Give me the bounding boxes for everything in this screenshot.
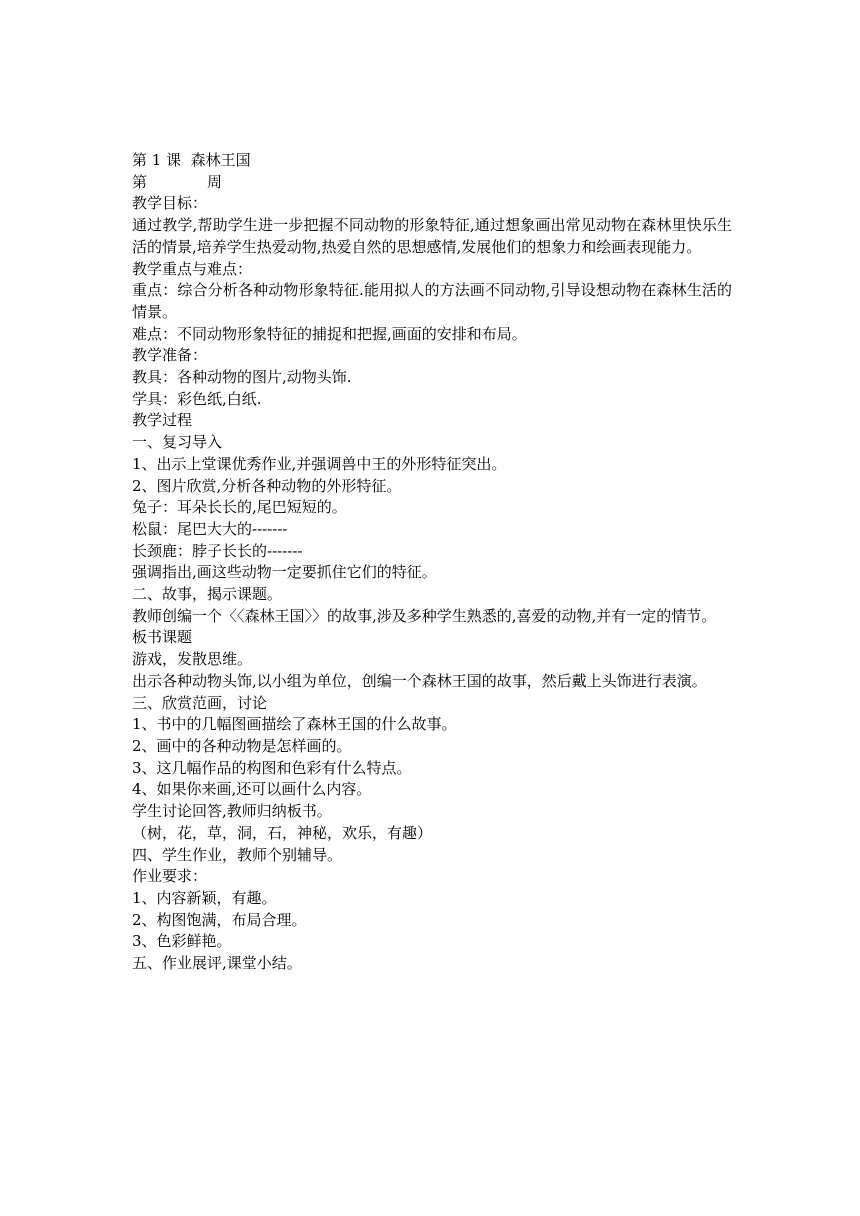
list-item: 4、如果你来画,还可以画什么内容。 [132, 780, 372, 799]
list-item: 学生讨论回答,教师归纳板书。 [132, 802, 332, 821]
key-points-heading: 教学重点与难点： [132, 259, 253, 278]
objectives-heading: 教学目标： [132, 194, 208, 213]
week-suffix: 周 [207, 172, 223, 191]
story-text: 教师创编一个〈〈森林王国〉〉的故事,涉及多种学生熟悉的,喜爱的动物,并有一定的情节。 [132, 606, 717, 625]
list-item: （树，花，草，洞，石，神秘，欢乐，有趣） [132, 823, 433, 842]
list-item: 长颈鹿：脖子长长的------- [132, 541, 303, 560]
list-item: 兔子：耳朵长长的,尾巴短短的。 [132, 498, 347, 517]
section2-heading: 二、故事，揭示课题。 [132, 585, 283, 604]
list-item: 松鼠：尾巴大大的------- [132, 519, 288, 538]
list-item: 2、图片欣赏,分析各种动物的外形特征。 [132, 476, 402, 495]
lesson-title: 第 1 课 森林王国 [132, 151, 251, 169]
week-prefix: 第 [132, 172, 148, 191]
list-item: 1、书中的几幅图画描绘了森林王国的什么故事。 [132, 715, 457, 734]
list-item: 2、构图饱满，布局合理。 [132, 910, 307, 929]
list-item: 3、这几幅作品的构图和色彩有什么特点。 [132, 758, 412, 777]
process-heading: 教学过程 [132, 411, 193, 430]
week-line [132, 172, 732, 194]
list-item: 3、色彩鲜艳。 [132, 932, 232, 951]
student-tools-text: 学具：彩色纸,白纸. [132, 389, 262, 408]
lesson-plan-document [132, 150, 732, 975]
activity-text: 出示各种动物头饰,以小组为单位，创编一个森林王国的故事，然后戴上头饰进行表演。 [132, 671, 707, 690]
list-item: 1、内容新颖，有趣。 [132, 888, 277, 907]
list-item: 强调指出,画这些动物一定要抓住它们的特征。 [132, 563, 437, 582]
board-text: 板书课题 [132, 628, 193, 647]
objectives-text: 通过教学,帮助学生进一步把握不同动物的形象特征,通过想象画出常见动物在森林里快乐生活的情景,培养学生热爱动物,热爱自然的思想感情,发展他们的想象力和绘画表现能力。 [132, 216, 732, 256]
section4-heading: 四、学生作业，教师个别辅导。 [132, 845, 343, 864]
key-focus-text: 重点：综合分析各种动物形象特征.能用拟人的方法画不同动物,引导设想动物在森林生活的情景。 [132, 281, 732, 321]
teacher-tools-text: 教具：各种动物的图片,动物头饰. [132, 368, 352, 387]
list-item: 2、画中的各种动物是怎样画的。 [132, 736, 352, 755]
requirements-heading: 作业要求： [132, 867, 208, 886]
key-difficulty-text: 难点：不同动物形象特征的捕捉和把握,画面的安排和布局。 [132, 324, 527, 343]
section3-heading: 三、欣赏范画，讨论 [132, 693, 268, 712]
list-item: 1、出示上堂课优秀作业,并强调兽中王的外形特征突出。 [132, 454, 507, 473]
section1-heading: 一、复习导入 [132, 433, 223, 452]
preparation-heading: 教学准备： [132, 346, 208, 365]
game-text: 游戏，发散思维。 [132, 650, 253, 669]
section5-heading: 五、作业展评,课堂小结。 [132, 954, 302, 973]
